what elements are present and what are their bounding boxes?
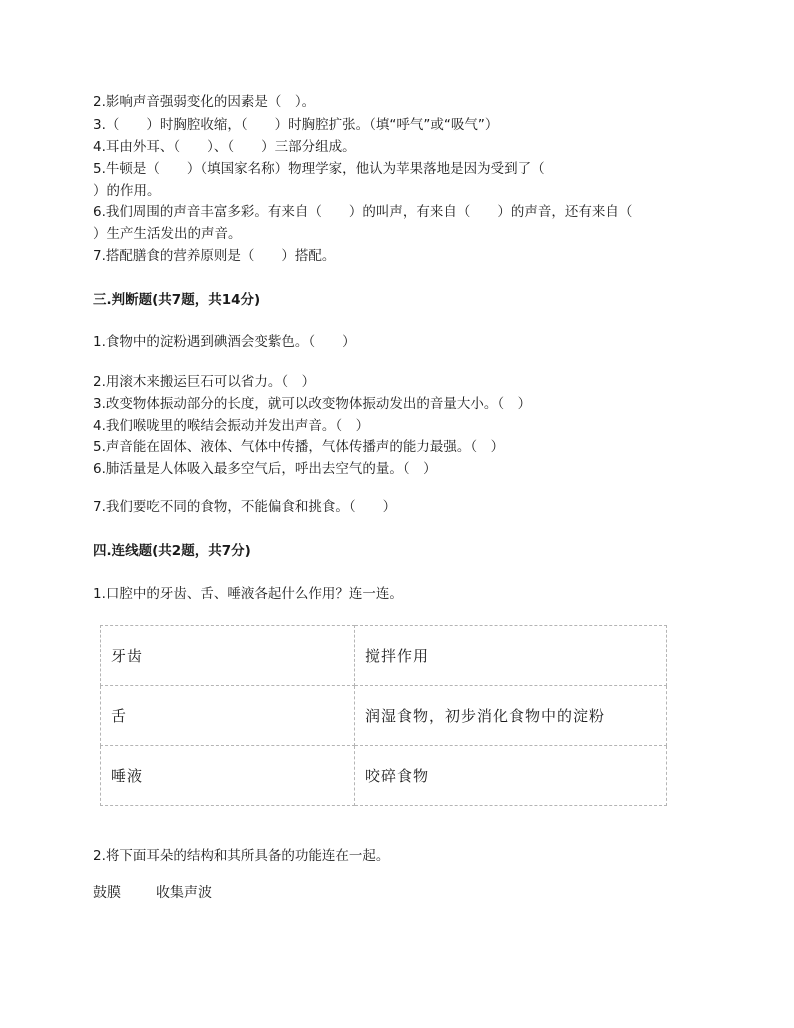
table-cell-left: 唾液 [101, 746, 355, 806]
fill-blank-q7: 7.搭配膳食的营养原则是（ ）搭配。 [93, 248, 336, 264]
fill-blank-q3: 3.（ ）时胸腔收缩，（ ）时胸腔扩张。（填“呼气”或“吸气”） [93, 117, 499, 133]
judge-item: 2.用滚木来搬运巨石可以省力。（ ） [93, 374, 316, 390]
table-cell-right: 润湿食物，初步消化食物中的淀粉 [355, 686, 667, 746]
connect-question-2: 2.将下面耳朵的结构和其所具备的功能连在一起。 [93, 848, 390, 864]
table-cell-right: 咬碎食物 [355, 746, 667, 806]
ear-structure-label: 鼓膜 [93, 885, 121, 901]
judge-item: 7.我们要吃不同的食物，不能偏食和挑食。（ ） [93, 499, 397, 515]
connect-question-1: 1.口腔中的牙齿、舌、唾液各起什么作用？连一连。 [93, 586, 403, 602]
table-cell-left: 舌 [101, 686, 355, 746]
table-row [101, 626, 667, 686]
table-cell-left: 牙齿 [101, 626, 355, 686]
table-row [101, 746, 667, 806]
judge-item: 6.肺活量是人体吸入最多空气后，呼出去空气的量。（ ） [93, 461, 437, 477]
judge-item: 5.声音能在固体、液体、气体中传播，气体传播声的能力最强。（ ） [93, 439, 505, 455]
table-cell-right: 搅拌作用 [355, 626, 667, 686]
section-heading-connect: 四.连线题(共2题，共7分) [93, 543, 251, 559]
fill-blank-q4: 4.耳由外耳、（ ）、（ ）三部分组成。 [93, 139, 356, 155]
judge-item: 1.食物中的淀粉遇到碘酒会变紫色。（ ） [93, 334, 356, 350]
fill-blank-q6: 6.我们周围的声音丰富多彩。有来自（ ）的叫声，有来自（ ）的声音，还有来自（ [93, 204, 633, 220]
fill-blank-q5-cont: ）的作用。 [93, 183, 161, 199]
fill-blank-q5: 5.牛顿是（ ）（填国家名称）物理学家，他认为苹果落地是因为受到了（ [93, 161, 545, 177]
section-heading-judge: 三.判断题(共7题，共14分) [93, 292, 261, 308]
judge-item: 3.改变物体振动部分的长度，就可以改变物体振动发出的音量大小。（ ） [93, 396, 532, 412]
ear-function-label: 收集声波 [156, 885, 212, 901]
table-row [101, 686, 667, 746]
fill-blank-q2: 2.影响声音强弱变化的因素是（ ）。 [93, 94, 316, 110]
judge-item: 4.我们喉咙里的喉结会振动并发出声音。（ ） [93, 418, 370, 434]
fill-blank-q6-cont: ）生产生活发出的声音。 [93, 226, 242, 242]
matching-table [100, 625, 667, 806]
